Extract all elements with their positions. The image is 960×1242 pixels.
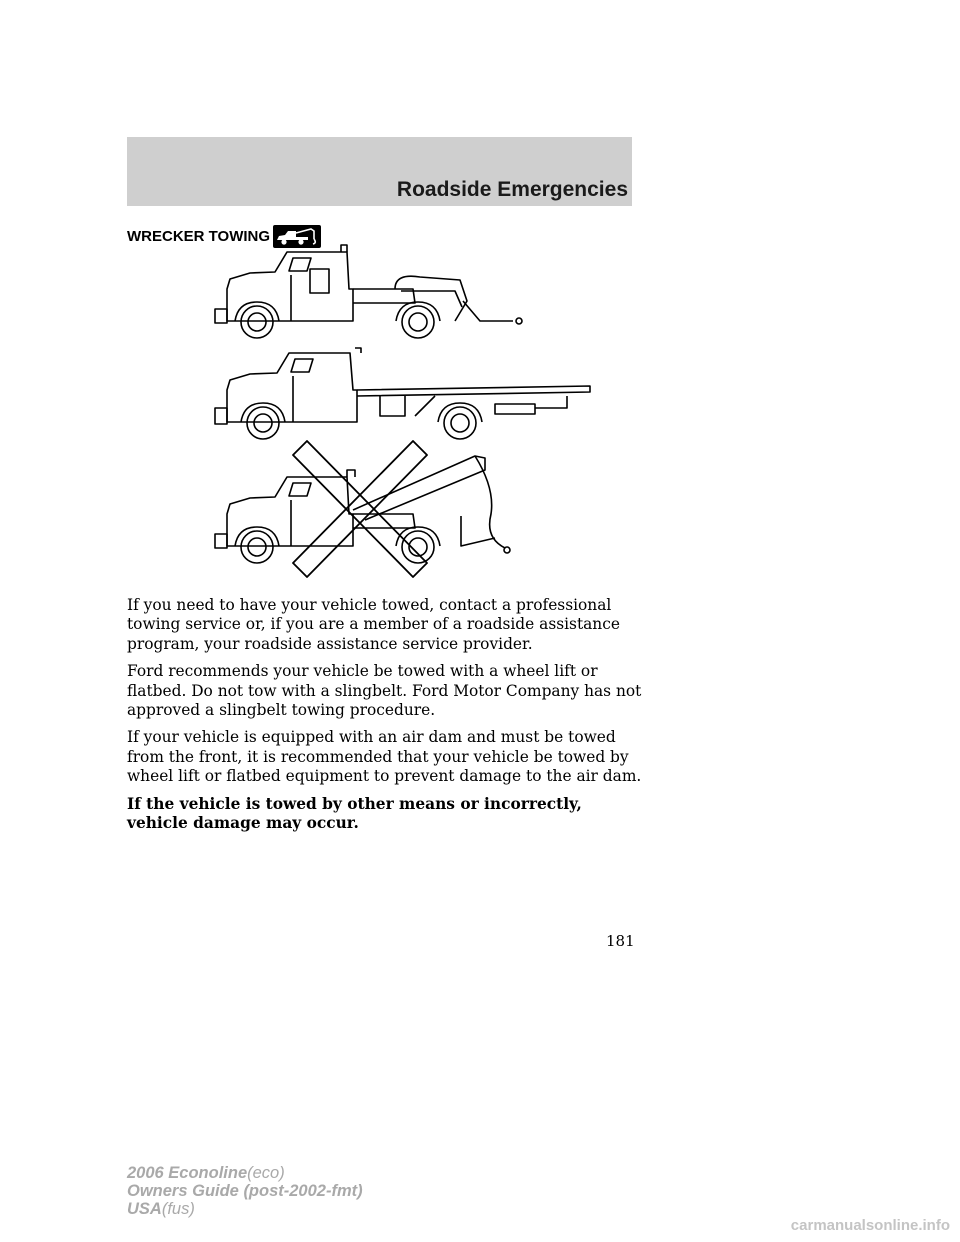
sling-belt-truck <box>215 456 510 563</box>
crossed-out-mark <box>293 441 427 577</box>
document-footer <box>127 1164 363 1218</box>
paragraph: If your vehicle is equipped with an air dam and must be towed from the front, it is recommended that your vehicle be towed by wheel lift or flatbed equipment to prevent damage to the air dam. <box>127 728 642 786</box>
wheel-lift-truck <box>215 245 522 338</box>
footer-model-code: (eco) <box>247 1164 285 1182</box>
warning-text: If the vehicle is towed by other means or incorrectly, vehicle damage may occur. <box>127 794 582 833</box>
section-title: Roadside Emergencies <box>396 178 628 201</box>
paragraph: Ford recommends your vehicle be towed with a wheel lift or flatbed. Do not tow with a slingbelt. Ford Motor Company has not approved a slingbelt towing procedure. <box>127 662 642 720</box>
footer-guide: Owners Guide (post-2002-fmt) <box>127 1182 363 1200</box>
paragraph: If you need to have your vehicle towed, contact a professional towing service or, if you are a member of a roadside assistance program, your roadside assistance service provider. <box>127 596 620 653</box>
footer-region: USA <box>127 1200 162 1218</box>
towing-methods-illustration <box>205 243 600 581</box>
page-number: 181 <box>606 932 635 950</box>
watermark: carmanualsonline.info <box>790 1217 950 1234</box>
heading-text: WRECKER TOWING <box>127 227 271 245</box>
body-text <box>127 596 647 841</box>
flatbed-truck <box>215 348 590 439</box>
footer-region-code: (fus) <box>161 1200 195 1218</box>
section-header-band <box>127 137 632 206</box>
footer-model: 2006 Econoline <box>127 1164 248 1182</box>
